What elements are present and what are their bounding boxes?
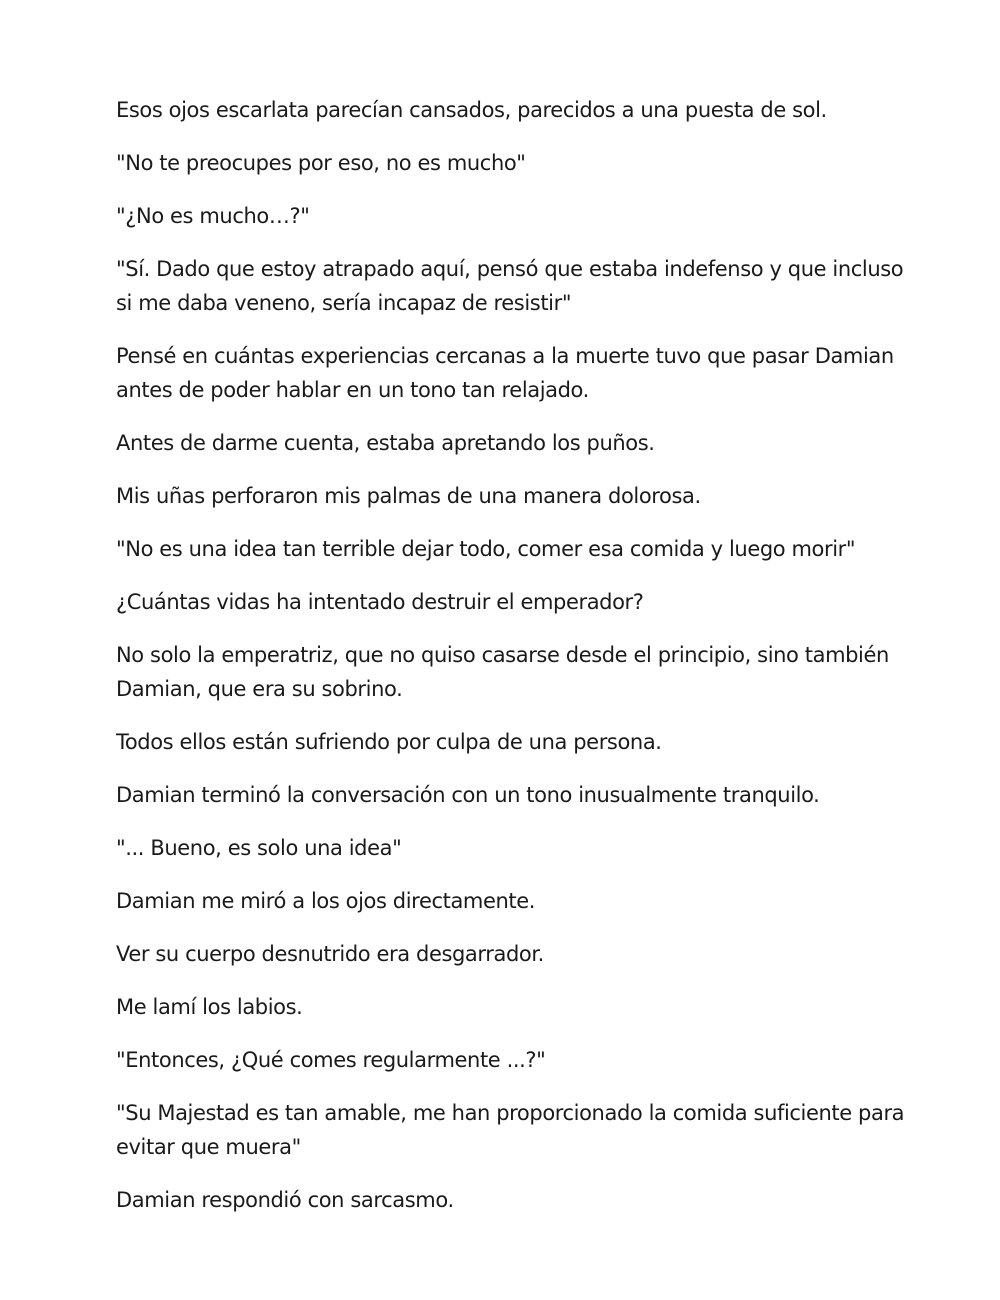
- paragraph: No solo la emperatriz, que no quiso casarse desde el principio, sino también Damian, que era su sobrino.: [116, 643, 889, 701]
- paragraph: "Sí. Dado que estoy atrapado aquí, pensó que estaba indefenso y que incluso si me daba veneno, sería incapaz de resistir": [116, 257, 904, 315]
- paragraph: Antes de darme cuenta, estaba apretando los puños.: [116, 431, 655, 455]
- paragraph: Damian respondió con sarcasmo.: [116, 1188, 454, 1212]
- paragraph: Ver su cuerpo desnutrido era desgarrador.: [116, 942, 544, 966]
- paragraph: Todos ellos están sufriendo por culpa de una persona.: [116, 730, 662, 754]
- paragraph: "No te preocupes por eso, no es mucho": [116, 151, 526, 175]
- paragraph: Esos ojos escarlata parecían cansados, parecidos a una puesta de sol.: [116, 98, 827, 122]
- paragraph: "¿No es mucho…?": [116, 204, 310, 228]
- paragraph: Damian me miró a los ojos directamente.: [116, 889, 536, 913]
- paragraph: ¿Cuántas vidas ha intentado destruir el emperador?: [116, 590, 644, 614]
- paragraph: "Su Majestad es tan amable, me han proporcionado la comida suficiente para evitar que muera": [116, 1101, 905, 1159]
- paragraph: Damian terminó la conversación con un tono inusualmente tranquilo.: [116, 783, 820, 807]
- paragraph: "No es una idea tan terrible dejar todo, comer esa comida y luego morir": [116, 537, 856, 561]
- document-body: [116, 93, 906, 1236]
- paragraph: Pensé en cuántas experiencias cercanas a la muerte tuvo que pasar Damian antes de poder hablar en un tono tan relajado.: [116, 344, 894, 402]
- paragraph: Mis uñas perforaron mis palmas de una manera dolorosa.: [116, 484, 701, 508]
- paragraph: "... Bueno, es solo una idea": [116, 836, 402, 860]
- paragraph: Me lamí los labios.: [116, 995, 303, 1019]
- paragraph: "Entonces, ¿Qué comes regularmente ...?": [116, 1048, 546, 1072]
